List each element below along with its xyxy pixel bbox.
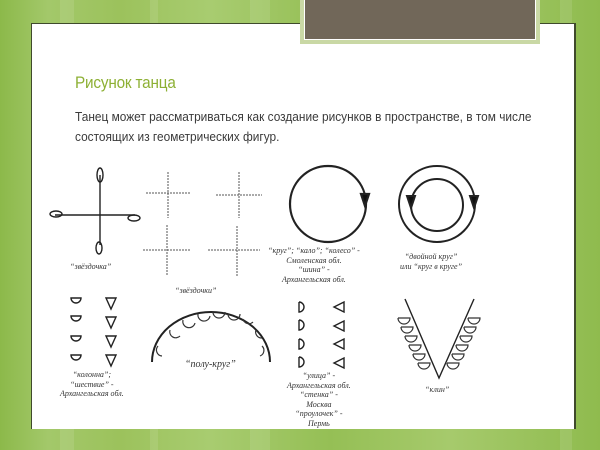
caption-circle: “круг”; “кало”; “колесо” - Смоленская обл. “шина” - Архангельская обл. [268,246,360,284]
stars-pattern-icon [143,172,262,276]
caption-double-circle: “двойной круг” или “круг в круге” [400,252,463,271]
star-pattern-icon [50,168,140,254]
wedge-segments [398,318,480,369]
street-pattern-icon [299,302,344,368]
column-pattern-icon [71,298,116,366]
slide-body-text: Танец может рассматриваться как создание рисунков в пространстве, в том числе состоящих из геометрических фигур. [75,109,532,144]
half-circle-pattern-icon [152,312,270,362]
caption-half-circle: “полу-круг” [185,359,236,370]
caption-wedge: “клин” [425,385,450,394]
wedge-pattern-icon [405,299,474,378]
caption-star: “звёздочка” [70,262,112,271]
circle-pattern-icon [290,166,369,242]
caption-street: “улица” - Архангельская обл. “стенка” - Москва “проулочек” - Пермь [287,371,351,428]
slide-header-tab [300,0,540,44]
half-circle-segments [156,312,263,356]
caption-stars: “звёздочки” [175,286,217,295]
caption-column: “колонна”; “шествие” - Архангельская обл. [60,370,124,398]
double-circle-pattern-icon [399,166,478,242]
slide-title: Рисунок танца [75,73,176,92]
